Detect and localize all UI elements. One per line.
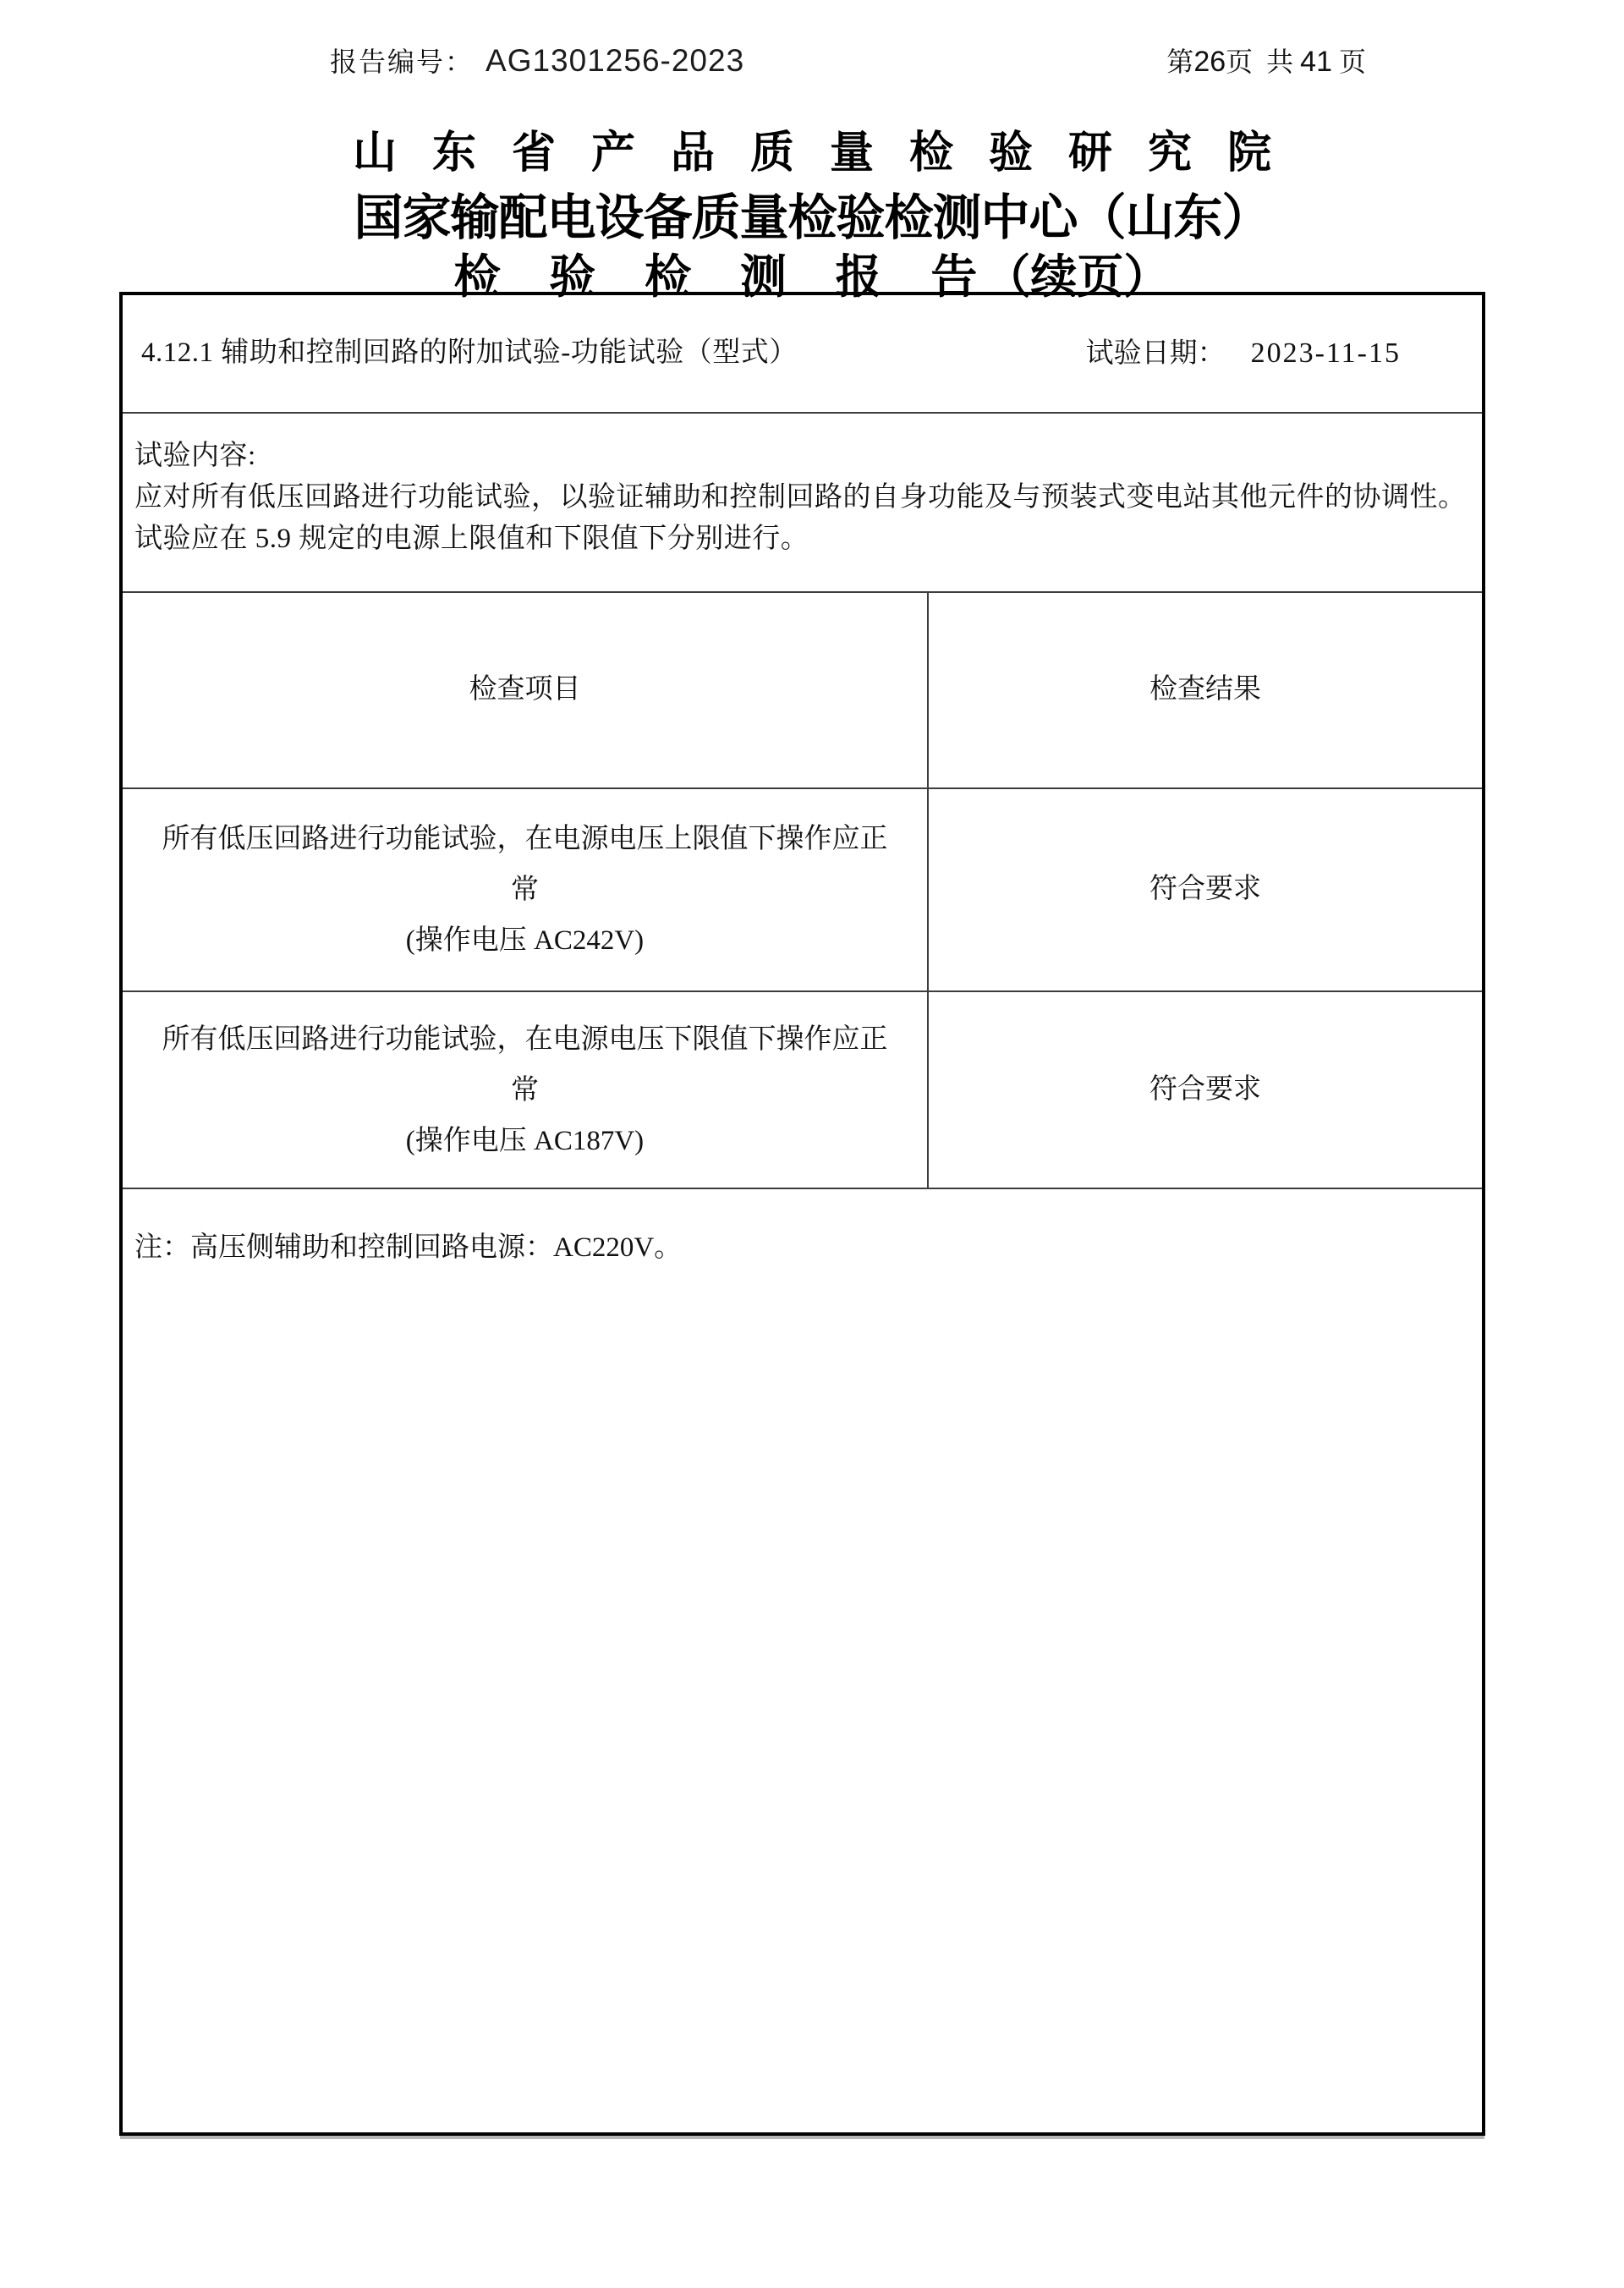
test-date-label: 试验日期： <box>1085 338 1226 370</box>
report-number-label: 报告编号： <box>330 47 475 77</box>
table-row-clause <box>123 295 1482 414</box>
check-item-text-line1: 所有低压回路进行功能试验，在电源电压上限值下操作应正常 <box>162 824 888 905</box>
table-row-test-content <box>123 414 1482 593</box>
page-word-1: 第 <box>1166 47 1194 77</box>
column-header-item: 检查项目 <box>123 593 929 787</box>
test-content-line1: 应对所有低压回路进行功能试验，以验证辅助和控制回路的自身功能及与预装式变电站其他元件的协调性。 <box>134 482 1467 513</box>
column-header-result: 检查结果 <box>1149 674 1261 705</box>
table-row <box>123 992 1482 1189</box>
page-word-2: 页 共 <box>1226 47 1301 77</box>
report-table <box>119 292 1485 2136</box>
document-header <box>330 41 1366 80</box>
test-content-heading: 试验内容: <box>134 441 256 471</box>
check-item-lower-limit <box>123 992 929 1188</box>
table-row-note <box>123 1189 1482 2132</box>
report-title-main: 检 验 检 测 报 告 <box>453 251 996 303</box>
institution-title-line1: 山东省产品质量检验研究院 <box>352 129 1307 178</box>
check-item-upper-limit <box>123 789 929 990</box>
test-date-value: 2023-11-15 <box>1250 337 1401 370</box>
page-indicator <box>1166 41 1366 80</box>
table-row <box>123 789 1482 992</box>
check-result-upper-limit: 符合要求 <box>1149 874 1261 905</box>
page-current: 26 <box>1193 46 1226 78</box>
report-number <box>330 41 744 80</box>
clause-title: 4.12.1 辅助和控制回路的附加试验-功能试验（型式） <box>141 337 798 369</box>
page-word-3: 页 <box>1331 47 1366 77</box>
table-row-column-headers <box>123 593 1482 789</box>
page-total: 41 <box>1300 46 1332 78</box>
check-item-text-line2: (操作电压 AC242V) <box>405 925 645 956</box>
note-text: 注：高压侧辅助和控制回路电源：AC220V。 <box>134 1232 683 1263</box>
test-content-line2: 试验应在 5.9 规定的电源上限值和下限值下分别进行。 <box>134 524 809 554</box>
report-title-suffix: （续页） <box>984 251 1171 303</box>
check-item-text-line2: (操作电压 AC187V) <box>405 1125 645 1156</box>
check-result-lower-limit: 符合要求 <box>1149 1073 1261 1105</box>
report-number-value: AG1301256-2023 <box>486 43 745 78</box>
check-item-text-line1: 所有低压回路进行功能试验，在电源电压下限值下操作应正常 <box>162 1023 888 1106</box>
test-date <box>1086 332 1401 375</box>
institution-title-line2: 国家输配电设备质量检验检测中心（山东） <box>354 190 1270 245</box>
